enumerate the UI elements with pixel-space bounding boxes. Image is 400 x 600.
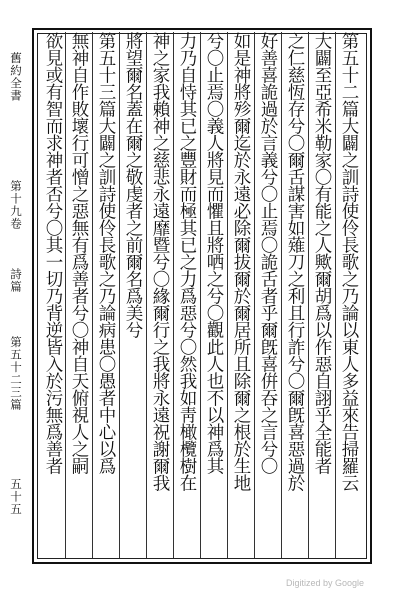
text-column: 如是神將殄爾迄於永遠必除爾拔爾於爾居所且除爾之根於生地 <box>231 32 251 491</box>
text-column: 兮〇止焉〇義人將見而懼且將哂之兮〇觀此人也不以神爲其 <box>204 32 224 474</box>
text-column: 無神自作敗壞行可憎之惡無有爲善者兮〇神自天俯視人之嗣 <box>69 32 89 474</box>
column-rule <box>173 32 174 558</box>
margin-book-title: 舊約全書 <box>9 52 23 102</box>
text-column: 第五十二篇大闢之訓詩使伶長歌之乃論以東人多益來告掃羅云 <box>339 32 359 491</box>
text-column: 之仁慈恆存兮〇爾舌謀害如薙刀之利且行詐兮〇爾旣喜惡過於 <box>285 32 305 491</box>
column-rule <box>119 32 120 558</box>
column-rule <box>146 32 147 558</box>
watermark: Digitized by Google <box>285 578 364 588</box>
margin-chapters: 第五十二三篇 <box>9 336 23 411</box>
text-column: 神之家我賴神之慈悲永遠靡暨兮〇緣爾行之我將永遠祝謝爾我 <box>150 32 170 491</box>
column-rule <box>281 32 282 558</box>
text-column: 欲見或有智而求神者否兮〇其一切乃背逆皆入於污無爲善者 <box>43 32 63 474</box>
column-rule <box>254 32 255 558</box>
text-column: 第五十三篇大闢之訓詩使伶長歌之乃論病患〇愚者中心以爲 <box>96 32 116 474</box>
text-column: 將望爾名蓋在爾之敬虔者之前爾名爲美兮 <box>123 32 143 338</box>
margin-volume: 第十九卷 <box>9 180 23 230</box>
column-rule <box>335 32 336 558</box>
column-rule <box>92 32 93 558</box>
margin-book: 詩篇 <box>9 268 23 293</box>
column-rule <box>200 32 201 558</box>
text-body <box>40 32 364 560</box>
column-rule <box>308 32 309 558</box>
column-rule <box>227 32 228 558</box>
text-column: 力乃自恃其已之豐財而極其已之力爲惡兮〇然我如靑橄欖樹在 <box>177 32 197 491</box>
margin-page-number: 五十五 <box>9 478 23 516</box>
text-column: 好善喜詭過於言義兮〇止焉〇詭舌者乎爾旣喜倂吞之言兮〇 <box>258 32 278 474</box>
text-column: 大闢至亞希米勒家〇有能之人歟爾胡爲以作惡自詡乎全能者 <box>312 32 332 474</box>
